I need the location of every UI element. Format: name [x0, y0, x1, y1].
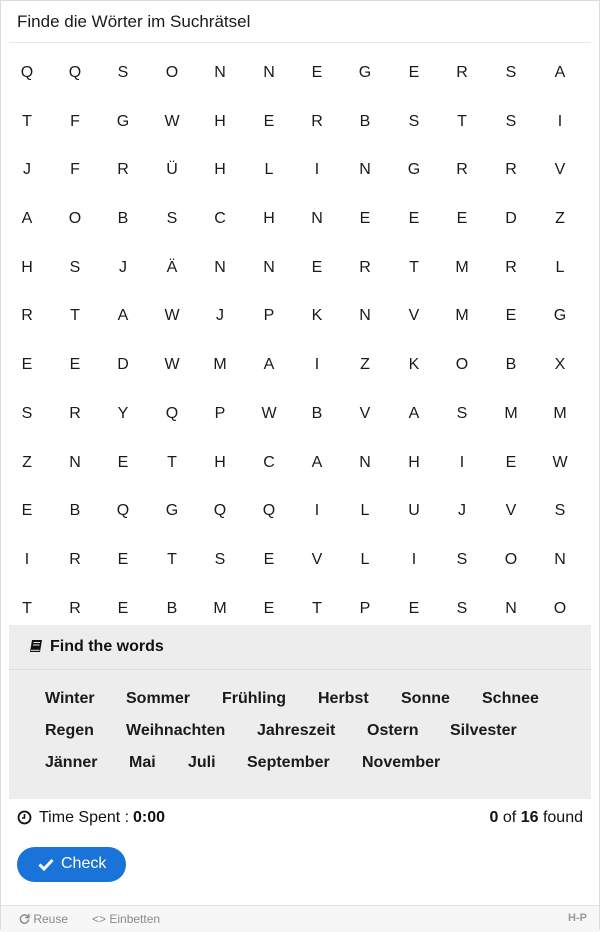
grid-cell[interactable]: C	[263, 453, 275, 471]
grid-cell[interactable]: E	[408, 210, 420, 228]
word-list-item: Herbst	[318, 690, 369, 707]
reuse-link[interactable]	[19, 912, 68, 926]
grid-cell[interactable]: H	[214, 161, 226, 179]
grid-cell[interactable]: O	[455, 356, 469, 374]
grid-cell[interactable]: S	[456, 599, 468, 617]
grid-cell[interactable]: E	[21, 356, 33, 374]
grid-cell[interactable]: T	[312, 599, 322, 617]
word-list-item: November	[362, 754, 441, 771]
grid-cell[interactable]: N	[214, 64, 226, 81]
grid-cell[interactable]: R	[117, 161, 129, 179]
grid-cell[interactable]: R	[505, 258, 517, 276]
grid-cell[interactable]: E	[311, 258, 323, 276]
grid-row	[1, 146, 600, 195]
check-button-label: Check	[61, 855, 107, 872]
grid-cell[interactable]: E	[117, 550, 129, 568]
grid-cell[interactable]: Q	[262, 502, 276, 520]
checkmark-icon	[38, 857, 54, 871]
embed-label: Einbetten	[109, 912, 161, 926]
grid-cell[interactable]: R	[69, 550, 81, 568]
grid-cell[interactable]: A	[117, 307, 129, 325]
grid-cell[interactable]: L	[555, 258, 565, 276]
grid-cell[interactable]: E	[263, 599, 275, 617]
grid-cell[interactable]: A	[21, 210, 33, 228]
grid-cell[interactable]: Ü	[166, 161, 178, 179]
clock-icon	[17, 810, 32, 825]
grid-cell[interactable]: M	[455, 258, 469, 276]
title-divider	[9, 42, 591, 43]
word-list-item: Winter	[45, 690, 95, 707]
embed-link[interactable]	[92, 912, 160, 926]
grid-cell[interactable]: R	[69, 599, 81, 617]
grid-cell[interactable]: S	[505, 64, 517, 81]
grid-row	[1, 98, 600, 147]
grid-cell[interactable]: E	[263, 550, 275, 568]
grid-cell[interactable]: M	[213, 356, 227, 374]
grid-cell[interactable]: E	[505, 453, 517, 471]
grid-cell[interactable]: B	[117, 210, 129, 228]
grid-cell[interactable]: B	[359, 112, 371, 130]
grid-cell[interactable]: P	[359, 599, 371, 617]
grid-cell[interactable]: D	[117, 356, 129, 374]
grid-row	[1, 244, 600, 293]
grid-cell[interactable]: W	[164, 112, 180, 130]
grid-cell[interactable]: P	[263, 307, 275, 325]
grid-cell[interactable]: N	[311, 210, 323, 228]
grid-cell[interactable]: O	[504, 550, 518, 568]
found-suffix: found	[542, 809, 583, 826]
grid-cell[interactable]: L	[360, 502, 370, 520]
grid-cell[interactable]: V	[359, 404, 371, 422]
grid-cell[interactable]: I	[24, 550, 30, 568]
grid-row	[1, 487, 600, 536]
grid-cell[interactable]: E	[456, 210, 468, 228]
grid-cell[interactable]: N	[554, 550, 566, 568]
grid-row	[1, 439, 600, 488]
grid-cell[interactable]: S	[554, 502, 566, 520]
grid-cell[interactable]: L	[360, 550, 370, 568]
grid-cell[interactable]: R	[456, 161, 468, 179]
h5p-logo: H-P	[568, 912, 587, 924]
grid-cell[interactable]: R	[21, 307, 33, 325]
grid-cell[interactable]: I	[314, 356, 320, 374]
grid-cell[interactable]: Z	[555, 210, 565, 228]
grid-cell[interactable]: R	[359, 258, 371, 276]
grid-cell[interactable]: S	[456, 404, 468, 422]
grid-cell[interactable]: H	[214, 112, 226, 130]
grid-cell[interactable]: S	[456, 550, 468, 568]
word-list-item: Ostern	[367, 722, 419, 739]
grid-row	[1, 390, 600, 439]
grid-cell[interactable]: V	[311, 550, 323, 568]
grid-cell[interactable]: T	[457, 112, 467, 130]
word-list-item: Mai	[129, 754, 156, 771]
grid-cell[interactable]: W	[261, 404, 277, 422]
word-list-item: Frühling	[222, 690, 286, 707]
grid-cell[interactable]: T	[409, 258, 419, 276]
grid-cell[interactable]: J	[458, 502, 466, 520]
grid-cell[interactable]: T	[22, 599, 32, 617]
grid-cell[interactable]: O	[165, 64, 179, 81]
word-list-item: Weihnachten	[126, 722, 226, 739]
found-of: of	[502, 809, 517, 826]
grid-cell[interactable]: B	[166, 599, 178, 617]
grid-cell[interactable]: R	[69, 404, 81, 422]
grid-cell[interactable]: E	[311, 64, 323, 81]
grid-cell[interactable]: A	[263, 356, 275, 374]
grid-cell[interactable]: T	[167, 550, 177, 568]
grid-cell[interactable]: G	[407, 161, 421, 179]
grid-cell[interactable]: C	[214, 210, 226, 228]
found-total: 16	[520, 809, 539, 826]
grid-cell[interactable]: I	[314, 161, 320, 179]
grid-cell[interactable]: S	[21, 404, 33, 422]
grid-cell[interactable]: S	[214, 550, 226, 568]
grid-cell[interactable]: N	[214, 258, 226, 276]
grid-cell[interactable]: E	[117, 453, 129, 471]
grid-row	[1, 341, 600, 390]
grid-cell[interactable]: O	[553, 599, 567, 617]
grid-cell[interactable]: F	[70, 112, 80, 130]
time-spent-label: Time Spent :	[39, 809, 130, 826]
grid-cell[interactable]: J	[216, 307, 224, 325]
grid-cell[interactable]: M	[455, 307, 469, 325]
grid-cell[interactable]: Z	[360, 356, 370, 374]
grid-cell[interactable]: I	[411, 550, 417, 568]
grid-cell[interactable]: S	[117, 64, 129, 81]
grid-cell[interactable]: Z	[22, 453, 32, 471]
grid-cell[interactable]: K	[311, 307, 323, 325]
grid-cell[interactable]: H	[408, 453, 420, 471]
status-row	[1, 809, 599, 829]
page-title: Finde die Wörter im Suchrätsel	[17, 12, 251, 31]
grid-cell[interactable]: Q	[116, 502, 130, 520]
grid-row	[1, 536, 600, 585]
grid-cell[interactable]: T	[167, 453, 177, 471]
grid-cell[interactable]: S	[408, 112, 420, 130]
word-list-panel	[9, 625, 591, 799]
grid-cell[interactable]: W	[164, 307, 180, 325]
grid-cell[interactable]: N	[505, 599, 517, 617]
word-list-item: September	[247, 754, 330, 771]
grid-cell[interactable]: I	[459, 453, 465, 471]
grid-cell[interactable]: S	[166, 210, 178, 228]
reuse-label: Reuse	[33, 912, 69, 926]
bottom-bar	[1, 905, 599, 932]
check-button[interactable]	[17, 847, 126, 882]
reuse-icon	[19, 913, 30, 924]
grid-cell[interactable]: G	[165, 502, 179, 520]
grid-cell[interactable]: W	[164, 356, 180, 374]
grid-cell[interactable]: N	[359, 453, 371, 471]
grid-cell[interactable]: E	[408, 599, 420, 617]
grid-cell[interactable]: M	[553, 404, 567, 422]
grid-cell[interactable]: Ä	[166, 258, 178, 276]
code-icon: <>	[92, 912, 107, 926]
grid-cell[interactable]: T	[70, 307, 80, 325]
word-list-item: Jänner	[45, 754, 98, 771]
word-list-header	[9, 625, 591, 670]
grid-cell[interactable]: B	[505, 356, 517, 374]
grid-cell[interactable]: F	[70, 161, 80, 179]
grid-cell[interactable]: Q	[20, 64, 34, 81]
grid-cell[interactable]: I	[557, 112, 563, 130]
found-count: 0	[489, 809, 499, 826]
grid-cell[interactable]: I	[314, 502, 320, 520]
grid-cell[interactable]: V	[505, 502, 517, 520]
grid-cell[interactable]: M	[213, 599, 227, 617]
grid-cell[interactable]: P	[214, 404, 226, 422]
time-spent-value: 0:00	[133, 809, 166, 826]
grid-cell[interactable]: R	[456, 64, 468, 81]
grid-cell[interactable]: B	[69, 502, 81, 520]
grid-cell[interactable]: S	[505, 112, 517, 130]
grid-cell[interactable]: K	[408, 356, 420, 374]
grid-cell[interactable]: N	[263, 258, 275, 276]
grid-cell[interactable]: L	[264, 161, 274, 179]
word-list-item: Sonne	[401, 690, 450, 707]
grid-cell[interactable]: Q	[68, 64, 82, 81]
word-list-item: Schnee	[482, 690, 539, 707]
grid-row	[1, 292, 600, 341]
grid-cell[interactable]: N	[359, 307, 371, 325]
grid-cell[interactable]: Q	[213, 502, 227, 520]
grid-cell[interactable]: M	[504, 404, 518, 422]
word-list-item: Regen	[45, 722, 94, 739]
grid-cell[interactable]: A	[408, 404, 420, 422]
grid-cell[interactable]: D	[505, 210, 517, 228]
grid-cell[interactable]: E	[263, 112, 275, 130]
grid-cell[interactable]: H	[263, 210, 275, 228]
grid-cell[interactable]: O	[68, 210, 82, 228]
grid-cell[interactable]: N	[263, 64, 275, 81]
grid-cell[interactable]: V	[554, 161, 566, 179]
grid-cell[interactable]: S	[69, 258, 81, 276]
word-list-item: Sommer	[126, 690, 191, 707]
grid-cell[interactable]: T	[22, 112, 32, 130]
grid-cell[interactable]: N	[69, 453, 81, 471]
grid-cell[interactable]: R	[311, 112, 323, 130]
grid-cell[interactable]: J	[119, 258, 127, 276]
grid-cell[interactable]: H	[214, 453, 226, 471]
grid-cell[interactable]: W	[552, 453, 568, 471]
grid-cell[interactable]: E	[359, 210, 371, 228]
found-counter	[490, 809, 583, 827]
grid-cell[interactable]: E	[505, 307, 517, 325]
grid-cell[interactable]: B	[311, 404, 323, 422]
grid-cell[interactable]: E	[408, 64, 420, 81]
letter-grid[interactable]	[1, 49, 600, 633]
grid-cell[interactable]: G	[358, 64, 372, 81]
book-icon	[29, 639, 43, 653]
grid-cell[interactable]: A	[311, 453, 323, 471]
grid-cell[interactable]: Y	[117, 404, 129, 422]
grid-cell[interactable]: E	[21, 502, 33, 520]
grid-cell[interactable]: G	[553, 307, 567, 325]
grid-cell[interactable]: H	[21, 258, 33, 276]
grid-row	[1, 195, 600, 244]
word-list-title: Find the words	[50, 638, 164, 655]
word-list-item: Silvester	[450, 722, 517, 739]
word-list-item: Juli	[188, 754, 216, 771]
grid-cell[interactable]: R	[505, 161, 517, 179]
grid-cell[interactable]: E	[69, 356, 81, 374]
grid-cell[interactable]: A	[554, 64, 566, 81]
grid-cell[interactable]: V	[408, 307, 420, 325]
grid-cell[interactable]: U	[408, 502, 420, 520]
grid-cell[interactable]: E	[117, 599, 129, 617]
grid-cell[interactable]: Q	[165, 404, 179, 422]
grid-cell[interactable]: X	[554, 356, 566, 374]
grid-row	[1, 49, 600, 98]
word-list-item: Jahreszeit	[257, 722, 336, 739]
grid-cell[interactable]: N	[359, 161, 371, 179]
grid-cell[interactable]: J	[23, 161, 31, 179]
grid-cell[interactable]: G	[116, 112, 130, 130]
